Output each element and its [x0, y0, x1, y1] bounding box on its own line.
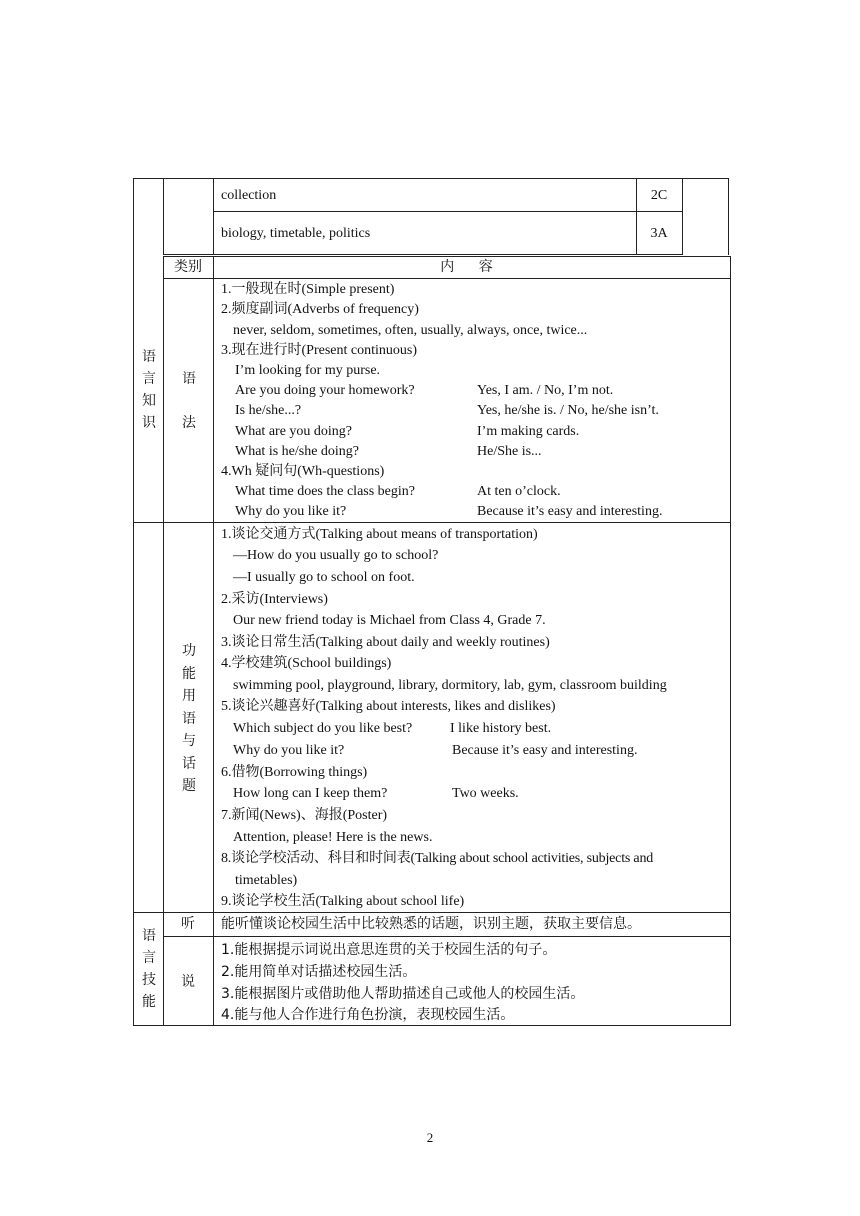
category-header: 类别: [174, 259, 202, 275]
grammar-line: What are you doing?: [235, 424, 353, 439]
vocab-word: collection: [221, 188, 277, 203]
function-line: 8.谈论学校活动、科目和时间表(Talking about school activities, subjects and: [221, 851, 654, 866]
section-label-knowledge: 语 言 知 识: [142, 349, 156, 431]
grammar-answer: I’m making cards.: [477, 424, 580, 439]
grammar-line: I’m looking for my purse.: [235, 363, 381, 378]
speak-label: 说: [181, 974, 195, 990]
function-line: timetables): [235, 873, 298, 888]
function-line: 4.学校建筑(School buildings): [221, 656, 392, 671]
grammar-answer: Yes, I am. / No, I’m not.: [477, 383, 614, 398]
page-number: 2: [426, 1130, 434, 1145]
grammar-answer: He/She is...: [477, 444, 542, 459]
grammar-line: Why do you like it?: [235, 504, 347, 519]
grammar-answer: Because it’s easy and interesting.: [477, 504, 663, 519]
grammar-line: 2.频度副词(Adverbs of frequency): [221, 302, 419, 317]
function-answer: I like history best.: [450, 721, 552, 736]
grammar-answer: Yes, he/she is. / No, he/she isn’t.: [477, 403, 659, 418]
function-line: 3.谈论日常生活(Talking about daily and weekly routines): [221, 635, 550, 650]
function-answer: Two weeks.: [452, 786, 519, 801]
function-label: 功 能 用 语 与 话 题: [182, 643, 196, 794]
speak-line: 3.能根据图片或借助他人帮助描述自己或他人的校园生活。: [221, 986, 585, 1002]
grammar-line: What is he/she doing?: [235, 444, 360, 459]
function-line: —I usually go to school on foot.: [233, 570, 415, 585]
function-line: 6.借物(Borrowing things): [221, 765, 368, 780]
function-line: 2.采访(Interviews): [221, 592, 328, 607]
grammar-line: never, seldom, sometimes, often, usually, always, once, twice...: [233, 323, 588, 338]
speak-line: 2.能用简单对话描述校园生活。: [221, 964, 417, 980]
listen-label: 听: [181, 916, 195, 932]
grammar-label: 语 法: [182, 371, 196, 431]
function-line: swimming pool, playground, library, dormitory, lab, gym, classroom building: [233, 678, 667, 693]
function-line: Why do you like it?: [233, 743, 345, 758]
grammar-line: 3.现在进行时(Present continuous): [221, 343, 417, 358]
vocab-code: 2C: [650, 188, 668, 203]
grammar-line: 4.Wh 疑问句(Wh-questions): [221, 464, 385, 479]
section-label-skills: 语 言 技 能: [142, 928, 156, 1010]
function-answer: Because it’s easy and interesting.: [452, 743, 638, 758]
speak-line: 1.能根据提示词说出意思连贯的关于校园生活的句子。: [221, 942, 557, 958]
grammar-answer: At ten o’clock.: [477, 484, 561, 499]
grammar-line: What time does the class begin?: [235, 484, 415, 499]
grammar-line: 1.一般现在时(Simple present): [221, 282, 395, 297]
function-line: 7.新闻(News)、海报(Poster): [221, 808, 388, 823]
function-line: 5.谈论兴趣喜好(Talking about interests, likes and dislikes): [221, 699, 556, 714]
grammar-line: Are you doing your homework?: [235, 383, 415, 398]
function-line: 1.谈论交通方式(Talking about means of transportation): [221, 527, 538, 542]
vocab-word: biology, timetable, politics: [221, 226, 371, 241]
grammar-line: Is he/she...?: [235, 403, 302, 418]
listen-text: 能听懂谈论校园生活中比较熟悉的话题，识别主题，获取主要信息。: [221, 916, 641, 932]
function-line: Which subject do you like best?: [233, 721, 413, 736]
content-header: 内 容: [440, 259, 503, 275]
function-line: 9.谈论学校生活(Talking about school life): [221, 894, 465, 909]
speak-line: 4.能与他人合作进行角色扮演，表现校园生活。: [221, 1007, 515, 1023]
vocab-code: 3A: [650, 226, 668, 241]
function-line: Attention, please! Here is the news.: [233, 830, 433, 845]
function-line: How long can I keep them?: [233, 786, 388, 801]
function-line: Our new friend today is Michael from Class 4, Grade 7.: [233, 613, 546, 628]
function-line: —How do you usually go to school?: [233, 548, 439, 563]
